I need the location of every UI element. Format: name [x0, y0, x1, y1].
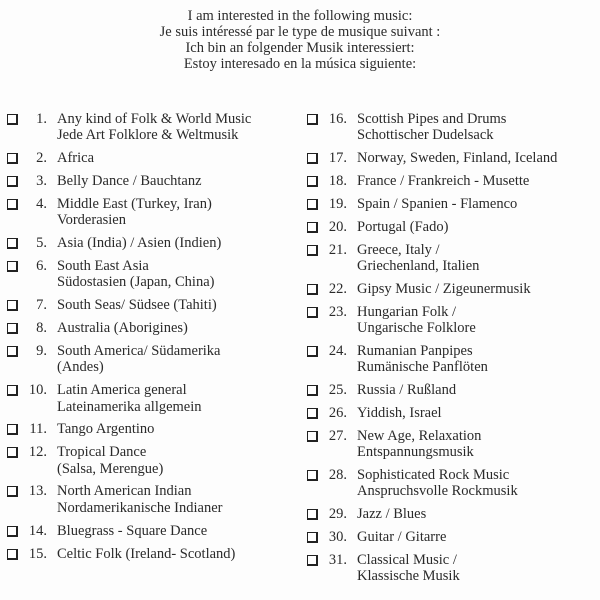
- option-number: 6.: [36, 258, 47, 275]
- option-label-primary: Latin America general: [57, 382, 187, 399]
- option-label: [357, 506, 597, 522]
- option-label-secondary: Südostasien (Japan, China): [57, 274, 215, 291]
- music-option-item[interactable]: [307, 219, 597, 235]
- option-label: [57, 235, 297, 251]
- option-number: 18.: [328, 173, 347, 190]
- heading-line-english: I am interested in the following music:: [187, 8, 413, 24]
- checkbox-icon[interactable]: [307, 199, 318, 210]
- option-label-secondary: Nordamerikanische Indianer: [57, 499, 223, 516]
- option-label: [57, 483, 297, 516]
- option-label-primary: Belly Dance / Bauchtanz: [57, 173, 202, 190]
- option-label: [57, 258, 297, 291]
- option-label: [57, 297, 297, 313]
- option-label: [357, 552, 597, 585]
- checkbox-icon[interactable]: [307, 176, 318, 187]
- option-label: [57, 382, 297, 415]
- option-number: 27.: [328, 427, 347, 444]
- option-label-primary: Spain / Spanien - Flamenco: [357, 195, 518, 212]
- checkbox-icon[interactable]: [307, 555, 318, 566]
- music-option-item[interactable]: [307, 428, 597, 461]
- checkbox-icon[interactable]: [307, 385, 318, 396]
- option-label: [357, 242, 597, 275]
- music-option-item[interactable]: [307, 467, 597, 500]
- option-label: [57, 196, 297, 229]
- music-option-item[interactable]: [307, 242, 597, 275]
- option-label: [57, 421, 297, 437]
- option-label-primary: Asia (India) / Asien (Indien): [57, 235, 222, 252]
- heading-line-french: Je suis intéressé par le type de musique suivant :: [159, 24, 441, 40]
- option-number: 15.: [28, 545, 47, 562]
- music-option-item[interactable]: [307, 529, 597, 545]
- option-label: [57, 343, 297, 376]
- option-number: 4.: [36, 195, 47, 212]
- option-label-primary: Hungarian Folk /: [357, 303, 457, 320]
- heading-line-german: Ich bin an folgender Musik interessiert:: [185, 40, 415, 56]
- music-option-item[interactable]: [7, 111, 297, 144]
- option-label: [57, 150, 297, 166]
- option-number: 7.: [36, 297, 47, 314]
- music-option-item[interactable]: [307, 281, 597, 297]
- option-number: 29.: [328, 506, 347, 523]
- option-number: 5.: [36, 235, 47, 252]
- checkbox-icon[interactable]: [7, 153, 18, 164]
- option-label-primary: Tropical Dance: [57, 444, 147, 461]
- option-label: [357, 173, 597, 189]
- music-option-item[interactable]: [7, 320, 297, 336]
- music-option-item[interactable]: [307, 552, 597, 585]
- option-label: [357, 382, 597, 398]
- checkbox-icon[interactable]: [7, 323, 18, 334]
- music-option-item[interactable]: [307, 173, 597, 189]
- option-label: [357, 343, 597, 376]
- option-label-primary: Bluegrass - Square Dance: [57, 522, 208, 539]
- music-option-item[interactable]: [307, 111, 597, 144]
- checkbox-icon[interactable]: [307, 532, 318, 543]
- option-number: 14.: [28, 522, 47, 539]
- checkbox-icon[interactable]: [7, 424, 18, 435]
- checkbox-icon[interactable]: [7, 300, 18, 311]
- option-label-secondary: Anspruchsvolle Rockmusik: [357, 483, 518, 500]
- option-label-secondary: (Salsa, Merengue): [57, 460, 164, 477]
- checkbox-icon[interactable]: [307, 222, 318, 233]
- option-number: 24.: [328, 343, 347, 360]
- option-label: [57, 523, 297, 539]
- checkbox-icon[interactable]: [307, 431, 318, 442]
- option-label-primary: Greece, Italy /: [357, 241, 440, 258]
- checkbox-icon[interactable]: [307, 284, 318, 295]
- option-label-primary: South Seas/ Südsee (Tahiti): [57, 297, 217, 314]
- option-label-primary: Portugal (Fado): [357, 218, 449, 235]
- music-options-right-column: [307, 111, 597, 591]
- option-number: 13.: [28, 483, 47, 500]
- option-label-primary: Gipsy Music / Zigeunermusik: [357, 280, 531, 297]
- option-label-primary: South East Asia: [57, 258, 149, 275]
- music-option-item[interactable]: [7, 444, 297, 477]
- option-label-secondary: Ungarische Folklore: [357, 320, 476, 337]
- option-number: 17.: [328, 150, 347, 167]
- checkbox-icon[interactable]: [7, 447, 18, 458]
- option-label: [357, 467, 597, 500]
- option-label-secondary: Rumänische Panflöten: [357, 359, 488, 376]
- option-number: 20.: [328, 218, 347, 235]
- music-option-item[interactable]: [7, 382, 297, 415]
- option-label: [357, 196, 597, 212]
- checkbox-icon[interactable]: [7, 526, 18, 537]
- music-option-item[interactable]: [307, 196, 597, 212]
- option-label-primary: New Age, Relaxation: [357, 427, 482, 444]
- option-number: 2.: [36, 150, 47, 167]
- form-heading: [0, 8, 600, 72]
- music-option-item[interactable]: [307, 506, 597, 522]
- option-number: 31.: [328, 552, 347, 569]
- option-label: [57, 173, 297, 189]
- option-label-primary: North American Indian: [57, 483, 192, 500]
- option-label: [357, 405, 597, 421]
- option-number: 22.: [328, 280, 347, 297]
- option-label-primary: Jazz / Blues: [357, 506, 427, 523]
- option-label-secondary: Lateinamerika allgemein: [57, 398, 202, 415]
- option-label-secondary: Schottischer Dudelsack: [357, 127, 494, 144]
- music-option-item[interactable]: [307, 405, 597, 421]
- option-number: 21.: [328, 241, 347, 258]
- music-option-item[interactable]: [7, 546, 297, 562]
- option-number: 8.: [36, 320, 47, 337]
- option-label: [357, 529, 597, 545]
- option-label: [357, 219, 597, 235]
- option-number: 9.: [36, 343, 47, 360]
- checkbox-icon[interactable]: [307, 509, 318, 520]
- option-label-primary: Celtic Folk (Ireland- Scotland): [57, 545, 236, 562]
- option-number: 28.: [328, 467, 347, 484]
- option-label-primary: Scottish Pipes and Drums: [357, 111, 507, 127]
- checkbox-icon[interactable]: [307, 153, 318, 164]
- music-option-item[interactable]: [7, 297, 297, 313]
- checkbox-icon[interactable]: [7, 549, 18, 560]
- option-label: [357, 281, 597, 297]
- checkbox-icon[interactable]: [307, 470, 318, 481]
- music-option-item[interactable]: [7, 150, 297, 166]
- checkbox-icon[interactable]: [307, 346, 318, 357]
- checkbox-icon[interactable]: [307, 114, 318, 125]
- option-label-primary: France / Frankreich - Musette: [357, 173, 530, 190]
- music-options-left-column: [7, 111, 297, 568]
- option-label-primary: Tango Argentino: [57, 421, 155, 438]
- option-label-primary: Australia (Aborigines): [57, 320, 188, 337]
- option-label-secondary: Griechenland, Italien: [357, 258, 480, 275]
- option-number: 30.: [328, 529, 347, 546]
- option-label-primary: Yiddish, Israel: [357, 405, 442, 422]
- option-label-secondary: Jede Art Folklore & Weltmusik: [57, 127, 239, 144]
- option-label-secondary: Klassische Musik: [357, 568, 460, 585]
- checkbox-icon[interactable]: [7, 238, 18, 249]
- option-label-primary: Africa: [57, 150, 95, 167]
- option-number: 19.: [328, 195, 347, 212]
- option-label-primary: Any kind of Folk & World Music: [57, 111, 252, 127]
- option-label: [57, 320, 297, 336]
- music-option-item[interactable]: [7, 421, 297, 437]
- music-option-item[interactable]: [307, 304, 597, 337]
- option-label: [57, 546, 297, 562]
- option-number: 25.: [328, 382, 347, 399]
- music-option-item[interactable]: [7, 235, 297, 251]
- option-label-secondary: (Andes): [57, 359, 104, 376]
- music-option-item[interactable]: [7, 258, 297, 291]
- music-option-item[interactable]: [7, 196, 297, 229]
- option-number: 16.: [328, 111, 347, 127]
- checkbox-icon[interactable]: [7, 114, 18, 125]
- checkbox-icon[interactable]: [7, 176, 18, 187]
- checkbox-icon[interactable]: [307, 245, 318, 256]
- checkbox-icon[interactable]: [7, 346, 18, 357]
- option-label: [357, 150, 597, 166]
- option-number: 11.: [29, 421, 47, 438]
- option-label: [357, 428, 597, 461]
- option-number: 23.: [328, 303, 347, 320]
- option-label-primary: Middle East (Turkey, Iran): [57, 195, 212, 212]
- checkbox-icon[interactable]: [7, 486, 18, 497]
- option-label-primary: Rumanian Panpipes: [357, 343, 473, 360]
- option-label: [57, 444, 297, 477]
- checkbox-icon[interactable]: [7, 385, 18, 396]
- music-option-item[interactable]: [7, 343, 297, 376]
- heading-line-spanish: Estoy interesado en la música siguiente:: [183, 56, 417, 72]
- checkbox-icon[interactable]: [7, 261, 18, 272]
- music-option-item[interactable]: [7, 523, 297, 539]
- music-option-item[interactable]: [7, 173, 297, 189]
- option-label: [357, 111, 597, 144]
- music-option-item[interactable]: [7, 483, 297, 516]
- option-label-primary: Guitar / Gitarre: [357, 529, 447, 546]
- option-label: [57, 111, 297, 144]
- music-option-item[interactable]: [307, 343, 597, 376]
- option-label-primary: Norway, Sweden, Finland, Iceland: [357, 150, 558, 167]
- option-number: 10.: [28, 382, 47, 399]
- option-label-secondary: Vorderasien: [57, 212, 126, 229]
- checkbox-icon[interactable]: [7, 199, 18, 210]
- music-option-item[interactable]: [307, 150, 597, 166]
- option-label-primary: South America/ Südamerika: [57, 343, 221, 360]
- option-number: 12.: [28, 444, 47, 461]
- option-number: 26.: [328, 405, 347, 422]
- option-label: [357, 304, 597, 337]
- checkbox-icon[interactable]: [307, 408, 318, 419]
- option-label-primary: Sophisticated Rock Music: [357, 467, 510, 484]
- option-number: 1.: [36, 111, 47, 127]
- music-option-item[interactable]: [307, 382, 597, 398]
- option-label-secondary: Entspannungsmusik: [357, 444, 474, 461]
- option-number: 3.: [36, 173, 47, 190]
- checkbox-icon[interactable]: [307, 307, 318, 318]
- option-label-primary: Russia / Rußland: [357, 382, 457, 399]
- option-label-primary: Classical Music /: [357, 552, 457, 569]
